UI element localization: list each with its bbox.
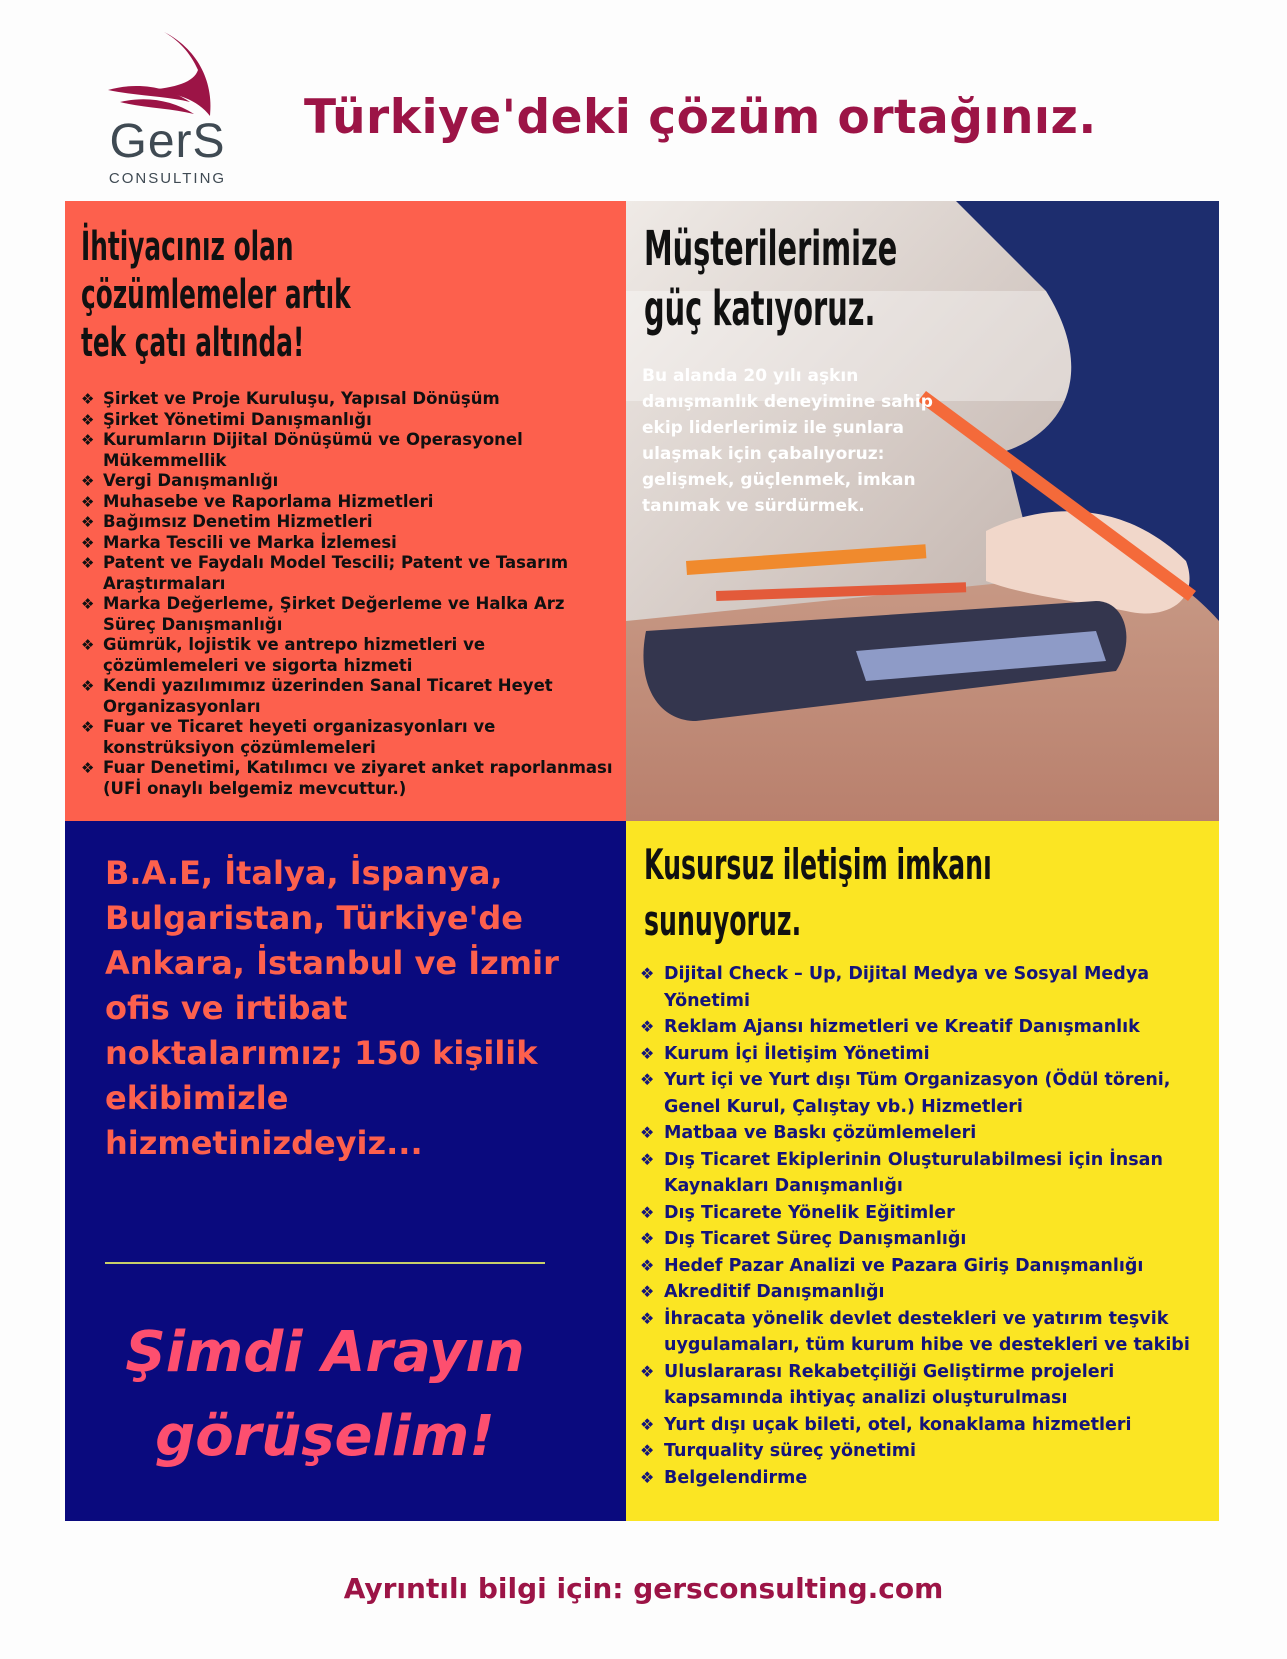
communication-panel xyxy=(626,821,1219,1521)
diamond-bullet-icon: ❖ xyxy=(640,1282,655,1301)
list-item: ❖ Kurumların Dijital Dönüşümü ve Operasyonel Mükemmellik xyxy=(81,430,523,470)
footer-website[interactable]: Ayrıntılı bilgi için: gersconsulting.com xyxy=(343,1572,944,1605)
diamond-bullet-icon: ❖ xyxy=(81,513,95,531)
list-item: ❖ Yurt içi ve Yurt dışı Tüm Organizasyon (Ödül töreni, Genel Kurul, Çalıştay vb.) Hizmetleri xyxy=(640,1067,1210,1120)
logo-subtitle: CONSULTING xyxy=(108,170,227,187)
list-item: ❖ Vergi Danışmanlığı xyxy=(81,471,279,490)
communication-title-line: Kusursuz iletişim imkanı xyxy=(644,840,992,889)
list-item: ❖ Turquality süreç yönetimi xyxy=(640,1438,1210,1465)
services-panel xyxy=(65,201,626,821)
list-item: ❖ Hedef Pazar Analizi ve Pazara Giriş Danışmanlığı xyxy=(640,1253,1210,1280)
diamond-bullet-icon: ❖ xyxy=(81,390,95,408)
call-to-action: Şimdi Arayın görüşelim! xyxy=(125,1320,525,1469)
diamond-bullet-icon: ❖ xyxy=(81,718,95,736)
diamond-bullet-icon: ❖ xyxy=(640,1017,655,1036)
headline: Türkiye'deki çözüm ortağınız. xyxy=(304,90,1097,145)
list-item: ❖ Bağımsız Denetim Hizmetleri xyxy=(81,512,373,531)
services-title-line: tek çatı altında! xyxy=(81,320,305,366)
logo-wordmark: GerS xyxy=(109,115,226,168)
list-item: ❖ Şirket Yönetimi Danışmanlığı xyxy=(81,409,372,429)
list-item: ❖ Muhasebe ve Raporlama Hizmetleri xyxy=(81,491,434,511)
list-item: ❖ Dış Ticaret Ekiplerinin Oluşturulabilmesi için İnsan Kaynakları Danışmanlığı xyxy=(640,1147,1210,1200)
offices-text: B.A.E, İtalya, İspanya, Bulgaristan, Türkiye'de Ankara, İstanbul ve İzmir ofis ve irtibat noktalarımız; 150 kişilik ekibimizle hizmetinizdeyiz... xyxy=(105,854,559,1162)
divider xyxy=(105,1262,545,1264)
list-item: ❖ Fuar ve Ticaret heyeti organizasyonları ve konstrüksiyon çözümlemeleri xyxy=(81,717,496,757)
services-title xyxy=(81,223,516,367)
diamond-bullet-icon: ❖ xyxy=(81,595,95,613)
diamond-bullet-icon: ❖ xyxy=(640,1467,655,1487)
list-item: ❖ Şirket ve Proje Kuruluşu, Yapısal Dönüşüm xyxy=(81,389,500,408)
services-list xyxy=(81,389,621,799)
diamond-bullet-icon: ❖ xyxy=(81,636,95,654)
diamond-bullet-icon: ❖ xyxy=(81,410,95,429)
diamond-bullet-icon: ❖ xyxy=(81,759,95,777)
list-item: ❖ Reklam Ajansı hizmetleri ve Kreatif Danışmanlık xyxy=(640,1014,1210,1041)
services-title-line: İhtiyacınız olan xyxy=(81,224,294,270)
diamond-bullet-icon: ❖ xyxy=(640,1361,655,1381)
diamond-bullet-icon: ❖ xyxy=(640,964,655,983)
list-item: ❖ Matbaa ve Baskı çözümlemeleri xyxy=(640,1120,1210,1147)
diamond-bullet-icon: ❖ xyxy=(81,533,95,552)
list-item: ❖ Dış Ticarete Yönelik Eğitimler xyxy=(640,1200,1210,1227)
clients-panel xyxy=(626,201,1219,821)
diamond-bullet-icon: ❖ xyxy=(640,1414,655,1434)
diamond-bullet-icon: ❖ xyxy=(640,1070,655,1089)
diamond-bullet-icon: ❖ xyxy=(640,1229,655,1248)
diamond-bullet-icon: ❖ xyxy=(640,1441,655,1460)
list-item: ❖ İhracata yönelik devlet destekleri ve yatırım teşvik uygulamaları, tüm kurum hibe ve destekleri ve takibi xyxy=(640,1306,1210,1359)
communication-list xyxy=(640,961,1210,1491)
diamond-bullet-icon: ❖ xyxy=(81,554,95,572)
communication-title xyxy=(644,837,1219,949)
diamond-bullet-icon: ❖ xyxy=(640,1123,655,1142)
list-item: ❖ Fuar Denetimi, Katılımcı ve ziyaret anket raporlanması (UFİ onaylı belgemiz mevcuttur.) xyxy=(81,758,613,798)
list-item: ❖ Dijital Check – Up, Dijital Medya ve Sosyal Medya Yönetimi xyxy=(640,961,1210,1014)
list-item: ❖ Marka Değerleme, Şirket Değerleme ve Halka Arz Süreç Danışmanlığı xyxy=(81,594,565,634)
offices-panel xyxy=(65,821,626,1521)
communication-title-line: sunuyoruz. xyxy=(644,896,802,945)
diamond-bullet-icon: ❖ xyxy=(640,1149,655,1169)
clients-body: Bu alanda 20 yılı aşkın danışmanlık deneyimine sahip ekip liderlerimiz ile şunlara ulaşmak için çabalıyoruz: gelişmek, güçlenmek, imkan tanımak ve sürdürmek. xyxy=(642,366,933,516)
diamond-bullet-icon: ❖ xyxy=(81,677,95,695)
list-item: ❖ Akreditif Danışmanlığı xyxy=(640,1279,1210,1306)
list-item: ❖ Kurum İçi İletişim Yönetimi xyxy=(640,1041,1210,1068)
clients-title-line: güç katıyoruz. xyxy=(644,281,876,337)
diamond-bullet-icon: ❖ xyxy=(640,1308,655,1328)
sail-logo-icon xyxy=(106,30,226,122)
diamond-bullet-icon: ❖ xyxy=(640,1202,655,1222)
diamond-bullet-icon: ❖ xyxy=(81,492,95,511)
clients-title-line: Müşterilerimize xyxy=(644,221,898,277)
list-item: ❖ Kendi yazılımımız üzerinden Sanal Ticaret Heyet Organizasyonları xyxy=(81,676,553,716)
services-title-line: çözümlemeler artık xyxy=(81,272,351,318)
diamond-bullet-icon: ❖ xyxy=(640,1043,655,1063)
list-item: ❖ Dış Ticaret Süreç Danışmanlığı xyxy=(640,1226,1210,1253)
diamond-bullet-icon: ❖ xyxy=(81,431,95,449)
list-item: ❖ Patent ve Faydalı Model Tescili; Patent ve Tasarım Araştırmaları xyxy=(81,553,569,593)
diamond-bullet-icon: ❖ xyxy=(640,1255,655,1275)
clients-title xyxy=(644,219,1066,339)
list-item: ❖ Gümrük, lojistik ve antrepo hizmetleri ve çözümlemeleri ve sigorta hizmeti xyxy=(81,635,486,675)
list-item: ❖ Yurt dışı uçak bileti, otel, konaklama hizmetleri xyxy=(640,1412,1210,1439)
list-item: ❖ Uluslararası Rekabetçiliği Geliştirme projeleri kapsamında ihtiyaç analizi oluşturulması xyxy=(640,1359,1210,1412)
list-item: ❖ Marka Tescili ve Marka İzlemesi xyxy=(81,532,397,552)
list-item: ❖ Belgelendirme xyxy=(640,1465,1210,1492)
diamond-bullet-icon: ❖ xyxy=(81,472,95,490)
logo xyxy=(100,30,235,190)
